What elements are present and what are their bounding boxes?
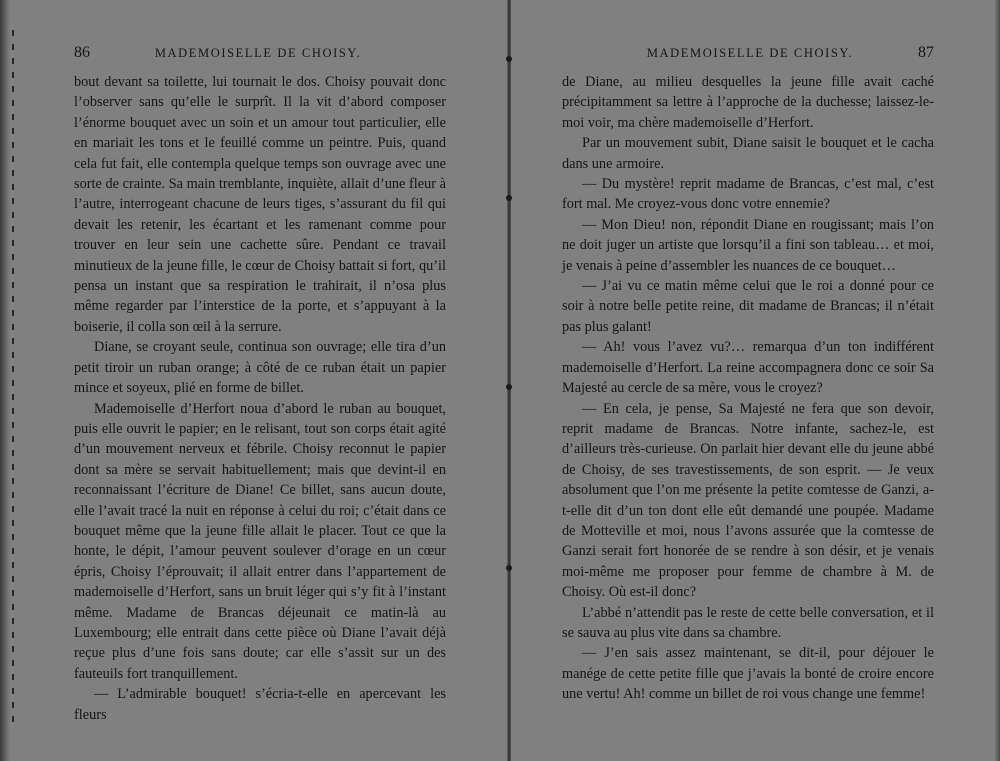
- paragraph: Diane, se croyant seule, continua son ouvrage; elle tira d’un petit tiroir un ruban orange; à côté de ce ruban était un papier mince et soyeux, plié en forme de billet.: [74, 339, 446, 397]
- paragraph: bout devant sa toilette, lui tournait le dos. Choisy pouvait donc l’observer sans qu’elle le surprît. Il la vit d’abord composer l’énorme bouquet avec un soin et un amour tout particulier, elle en mariait les tons et le feuillé comme un peintre. Puis, quand cela fut fait, elle contempla quelque temps son ouvrage avec une sorte de crainte. Sa main tremblante, inquiète, allait d’une fleur à l’autre, interrogeant chacune de leurs tiges, s’assurant du fil qui devait les retenir, les écartant et les ramenant comme pour trouver en leur sein une cachette sûre. Pendant ce travail minutieux de la jeune fille, le cœur de Choisy battait si fort, qu’il pensa un instant que sa respiration le trahirait, il n’osa plus même regarder par l’interstice de la porte, et s’appuyant à la boiserie, il colla son œil à la serrure.: [74, 74, 446, 335]
- stitch-mark: [506, 384, 512, 390]
- stitch-mark: [506, 565, 512, 571]
- paragraph: Par un mouvement subit, Diane saisit le bouquet et le cacha dans une armoire.: [562, 135, 934, 172]
- paragraph: — Ah! vous l’avez vu?… remarqua d’un ton indifférent mademoiselle d’Herfort. La reine accompagnera donc ce soir Sa Majesté au cercle de sa mère, vous le croyez?: [562, 339, 934, 397]
- left-book-edge: [0, 0, 10, 761]
- paragraph: — J’ai vu ce matin même celui que le roi a donné pour ce soir à notre belle petite reine, dit madame de Brancas; il n’était pas plus galant!: [562, 278, 934, 335]
- left-page-number: 86: [74, 44, 90, 61]
- paragraph: — J’en sais assez maintenant, se dit-il, pour déjouer le manége de cette petite fille que j’avais la bonté de croire encore une vertu! Ah! comme un billet de roi vous change une femme!: [562, 645, 934, 703]
- paragraph: — En cela, je pense, Sa Majesté ne fera que son devoir, reprit madame de Brancas. Notre infante, sachez-le, est d’ailleurs très-curieuse. On parlait hier devant elle du jeune abbé de Choisy, de ses travestissements, de son esprit. — Je veux absolument que l’on me présente la petite comtesse de Ganzi, a-t-elle dit d’un ton dont elle eût demandé une poupée. Madame de Motteville et moi, nous l’avons assurée que la comtesse de Ganzi serait fort honorée de se rendre à son désir, et je venais moi-même me proposer pour femme de chambre à M. de Choisy. Où est-il donc?: [562, 400, 934, 601]
- left-body-text: [74, 72, 446, 725]
- left-page: [74, 0, 446, 761]
- right-running-title: MADEMOISELLE DE CHOISY.: [646, 46, 854, 60]
- gutter-stitch-marks: [500, 0, 518, 761]
- paragraph: de Diane, au milieu desquelles la jeune fille avait caché précipitamment sa lettre à l’approche de la duchesse; laissez-le-moi voir, ma chère mademoiselle d’Herfort.: [562, 74, 934, 131]
- right-running-head: [562, 44, 934, 62]
- paragraph: — Mon Dieu! non, répondit Diane en rougissant; mais l’on ne doit juger un artiste que lorsqu’il a fini son tableau… et moi, je venais à peine d’assembler les nuances de ce bouquet…: [562, 216, 934, 274]
- right-book-edge: [994, 0, 1000, 761]
- left-margin-rule: [12, 30, 14, 730]
- stitch-mark: [506, 195, 512, 201]
- left-running-title: MADEMOISELLE DE CHOISY.: [154, 46, 362, 60]
- stitch-mark: [506, 56, 512, 62]
- paragraph: Mademoiselle d’Herfort noua d’abord le ruban au bouquet, puis elle ouvrit le papier; en le relisant, tout son corps était agité d’un mouvement nerveux et fébrile. Choisy reconnut le papier dont sa mère se servait habituellement; mais que devint-il en reconnaissant l’écriture de Diane! Ce billet, sans aucun doute, elle l’avait tracé la nuit en réponse à celui du roi; c’était dans ce bouquet même que la jeune fille allait le placer. Tout ce que la honte, le dépit, l’amour peuvent soulever d’orage en un cœur épris, Choisy l’éprouvait; il allait entrer dans l’appartement de mademoiselle d’Herfort, sans un bruit léger qui s’y fit à l’instant même. Madame de Brancas déjeunait ce matin-là au Luxembourg; elle entrait dans cette pièce où Diane l’avait déjà reçue plus d’une fois sans doute; car elle s’assit sur un des fauteuils fort tranquillement.: [74, 400, 446, 682]
- paragraph: — Du mystère! reprit madame de Brancas, c’est mal, c’est fort mal. Me croyez-vous donc votre ennemie?: [562, 176, 934, 213]
- right-page: [562, 0, 934, 761]
- right-body-text: [562, 72, 934, 705]
- right-page-number: 87: [918, 44, 934, 61]
- paragraph: L’abbé n’attendit pas le reste de cette belle conversation, et il se sauva au plus vite dans sa chambre.: [562, 604, 934, 641]
- left-running-head: [74, 44, 446, 62]
- paragraph: — L’admirable bouquet! s’écria-t-elle en apercevant les fleurs: [74, 686, 446, 723]
